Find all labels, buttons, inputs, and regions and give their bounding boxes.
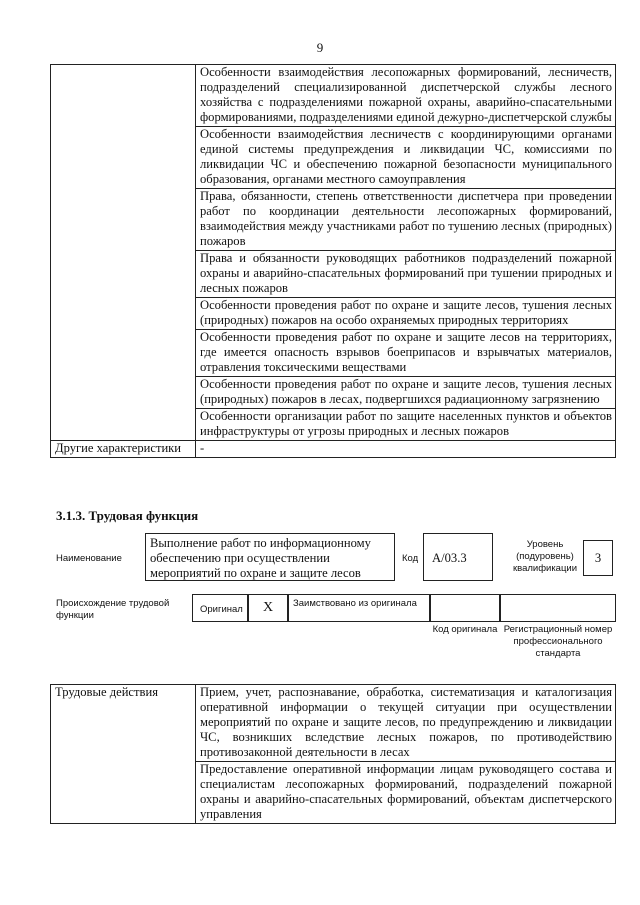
- table-row: [51, 65, 616, 127]
- table-row: [51, 441, 616, 458]
- code-original-cell: [430, 594, 500, 622]
- table-cell: Особенности проведения работ по охране и защите лесов, тушения лесных (природных) пожаров на особо охраняемых природных территориях: [196, 298, 616, 330]
- original-label: Оригинал: [192, 594, 248, 622]
- qualification-level: 3: [583, 540, 613, 576]
- table-cell: Особенности проведения работ по охране и защите лесов, тушения лесных (природных) пожаров в лесах, подвергшихся радиационному загрязнению: [196, 377, 616, 409]
- table-cell-empty: [51, 65, 196, 441]
- code-original-caption: Код оригинала: [432, 624, 498, 635]
- function-name: Выполнение работ по информационному обеспечению при осуществлении мероприятий по охране и защите лесов: [145, 533, 395, 581]
- code-label: Код: [402, 553, 419, 564]
- table-cell: Особенности взаимодействия лесничеств с координирующими органами единой системы предупреждения и ликвидации ЧС, комиссиями по ликвидации ЧС и обеспечению пожарной безопасности муниципального образования, органами местного самоуправления: [196, 127, 616, 189]
- labor-actions-table: [50, 684, 616, 824]
- table-cell: Права, обязанности, степень ответственности диспетчера при проведении работ по координации деятельности лесопожарных формирований, взаимодействия между участниками работ по тушению лесных (природных) пожаров: [196, 189, 616, 251]
- table-cell: Особенности проведения работ по охране и защите лесов на территориях, где имеется опасность взрывов боеприпасов и взрывчатых материалов, отравления токсическими веществами: [196, 330, 616, 377]
- labor-actions-label: Трудовые действия: [51, 685, 196, 824]
- table-cell: Права и обязанности руководящих работников подразделений пожарной охраны и аварийно-спасательных формирований при тушении природных и лесных пожаров: [196, 251, 616, 298]
- table-cell: Прием, учет, распознавание, обработка, систематизация и каталогизация оперативной информации о текущей ситуации при осуществлении мероприятий по охране и защите лесов, по предупреждению и ликвидации ЧС, возникших вследствие лесных пожаров, по противодействию противозаконной деятельности в лесах: [196, 685, 616, 762]
- reg-number-cell: [500, 594, 616, 622]
- origin-label: Происхождение трудовой функции: [56, 598, 170, 621]
- table-cell: Предоставление оперативной информации лицам руководящего состава и специалистам лесопожарных формирований, подразделений пожарной охраны и аварийно-спасательных формирований, объектам диспетчерского управления: [196, 762, 616, 824]
- other-characteristics-value: -: [196, 441, 616, 458]
- table-cell: Особенности взаимодействия лесопожарных формирований, лесничеств, подразделений специализированной диспетчерской службы лесного хозяйства с подразделениями пожарной охраны, аварийно-спасательными формированиями, подразделениями единой дежурно-диспетчерской службы: [196, 65, 616, 127]
- original-mark: Х: [248, 594, 288, 622]
- reg-number-caption: Регистрационный номер профессионального стандарта: [503, 624, 613, 659]
- table-cell: Особенности организации работ по защите населенных пунктов и объектов инфраструктуры от угрозы природных и лесных пожаров: [196, 409, 616, 441]
- page-number: 9: [316, 40, 324, 55]
- knowledge-table: [50, 64, 616, 458]
- function-code: А/03.3: [423, 533, 493, 581]
- other-characteristics-label: Другие характеристики: [51, 441, 196, 458]
- name-label: Наименование: [56, 553, 122, 564]
- section-title: 3.1.3. Трудовая функция: [56, 508, 199, 523]
- table-row: [51, 685, 616, 762]
- level-label: Уровень (подуровень) квалификации: [512, 539, 578, 574]
- borrowed-label: Заимствовано из оригинала: [288, 594, 430, 622]
